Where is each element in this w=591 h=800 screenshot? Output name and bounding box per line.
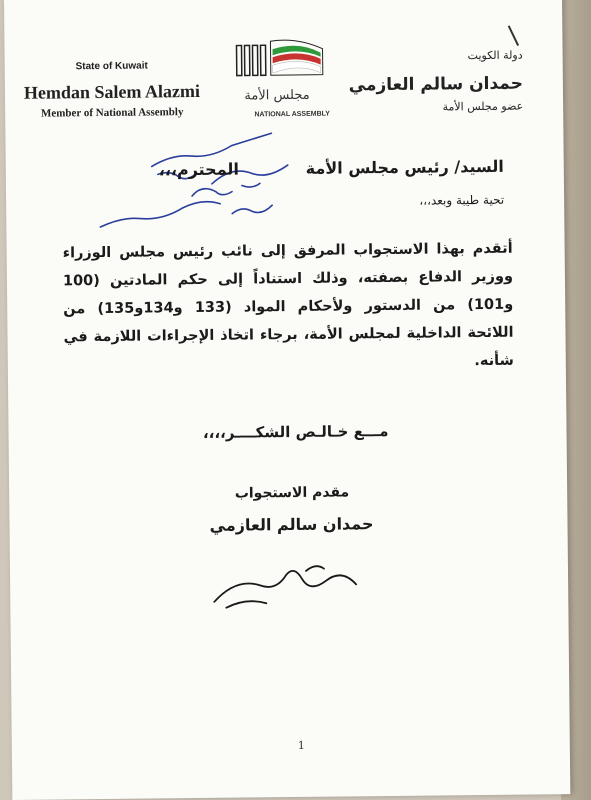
state-label-en: State of Kuwait bbox=[75, 60, 148, 73]
logo-text-en: NATIONAL ASSEMBLY bbox=[254, 110, 330, 119]
sender-name-ar: حمدان سالم العازمي bbox=[348, 73, 524, 96]
state-label-ar: دولة الكويت bbox=[467, 48, 523, 63]
corner-pen-mark bbox=[508, 25, 519, 46]
letter-greeting: تحية طيبة وبعد،،، bbox=[419, 192, 505, 208]
handwritten-annotation bbox=[91, 125, 302, 237]
logo-text-ar: مجلس الأمة bbox=[244, 87, 310, 104]
letter-salutation: السيد/ رئيس مجلس الأمة المحترم،،، bbox=[158, 156, 504, 180]
letter-closing: مـــع خـالـص الشكــــر،،،، bbox=[202, 421, 389, 442]
national-assembly-logo bbox=[226, 35, 335, 132]
presenter-label: مقدم الاستجواب bbox=[234, 484, 350, 502]
page-number: 1 bbox=[297, 738, 305, 752]
signature bbox=[206, 556, 367, 614]
letterhead-arabic bbox=[333, 49, 524, 115]
presenter-name: حمدان سالم العازمي bbox=[209, 514, 374, 535]
letterhead-english bbox=[17, 60, 208, 120]
sender-title-en: Member of National Assembly bbox=[40, 106, 184, 120]
letter-page bbox=[4, 0, 570, 800]
assembly-emblem-icon bbox=[226, 35, 335, 96]
letter-body: أتقدم بهذا الاستجواب المرفق إلى نائب رئيس مجلس الوزراء ووزير الدفاع بصفته، وذلك استناداً إلى حكم المادتين (100 و101) من الدستور ولأحكام المواد (133 و134و135) من اللائحة الداخلية لمجلس الأمة، برجاء اتخاذ الإجراءات اللازمة في شأنه. bbox=[62, 240, 514, 370]
sender-title-ar: عضو مجلس الأمة bbox=[442, 99, 524, 114]
sender-name-en: Hemdan Salem Alazmi bbox=[23, 80, 201, 103]
